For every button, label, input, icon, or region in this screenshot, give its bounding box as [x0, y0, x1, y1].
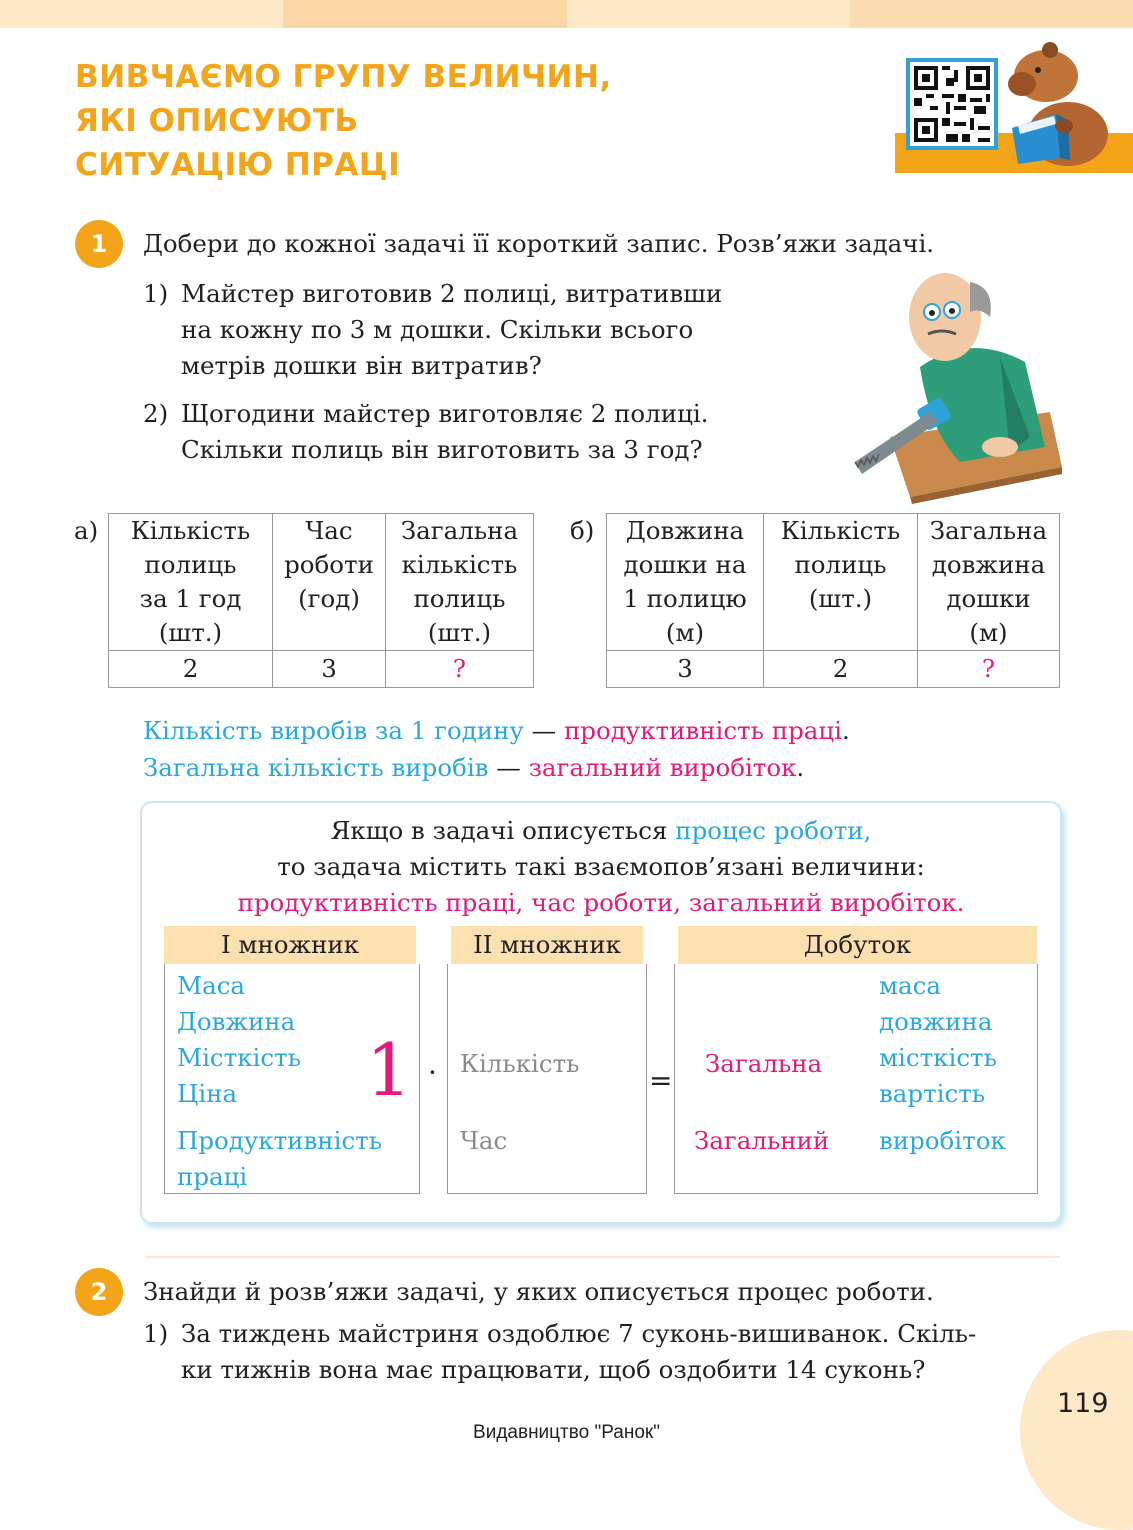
header-line: дошки: [946, 584, 1031, 613]
table-b: [606, 513, 1060, 688]
factor-1-item: Місткість: [177, 1043, 301, 1072]
definition-meaning: загальний виробіток: [528, 753, 797, 782]
column-header-factor-1: І множник: [164, 926, 416, 964]
task1-problem-1: [143, 276, 722, 384]
qr-code-icon[interactable]: [906, 58, 998, 150]
rule-line-2: то задача містить такі взаємопов’язані величини:: [277, 852, 925, 881]
problem-line: Скільки полиць він виготовить за 3 год?: [181, 435, 703, 464]
header-line: (м): [665, 618, 705, 647]
table-a: [108, 513, 534, 688]
problem-line: Майстер виготовив 2 полиці, витративши: [181, 279, 723, 308]
definition-term: Загальна кількість виробів: [143, 753, 489, 782]
capybara-reading-icon: [998, 36, 1118, 166]
factor-2-time: Час: [460, 1126, 508, 1155]
multiply-sign: ·: [428, 1056, 437, 1089]
table-value-cell: 2: [764, 651, 918, 688]
publisher-footer: Видавництво "Ранок": [473, 1422, 660, 1443]
task2-instruction: Знайди й розв’яжи задачі, у яких описується процес роботи.: [143, 1277, 934, 1306]
table-b-label: б): [570, 516, 595, 545]
big-one-digit: 1: [366, 1028, 412, 1112]
definition-line: [143, 712, 850, 749]
rule-text: Якщо в задачі описується: [330, 816, 676, 845]
task1-instruction: Добери до кожної задачі її короткий запис. Розв’яжи задачі.: [143, 229, 935, 258]
product-total-masc: Загальний: [694, 1126, 830, 1155]
factor-1-item: Довжина: [177, 1007, 296, 1036]
table-header-cell: [273, 514, 386, 651]
title-line-2: ЯКІ ОПИСУЮТЬ: [75, 103, 359, 139]
product-item: місткість: [879, 1043, 997, 1072]
factor-1-productivity: [177, 1123, 382, 1195]
definition-meaning: продуктивність праці: [563, 716, 842, 745]
table-header-cell: [109, 514, 273, 651]
header-line: Час: [305, 516, 353, 545]
rule-highlight: процес роботи,: [675, 816, 872, 845]
table-header-cell: [386, 514, 534, 651]
task1-problem-2: [143, 396, 708, 468]
header-line: за 1 год: [139, 584, 242, 613]
table-value-cell: 3: [273, 651, 386, 688]
header-line: полиць: [794, 550, 887, 579]
problem-line: За тиждень майстриня оздоблює 7 суконь-вишиванок. Скіль-: [181, 1319, 977, 1348]
table-value-cell: 2: [109, 651, 273, 688]
definitions: [143, 712, 850, 786]
table-value-cell: 3: [607, 651, 764, 688]
title-line-3: СИТУАЦІЮ ПРАЦІ: [75, 147, 401, 183]
header-line: полиць: [144, 550, 237, 579]
header-line: Довжина: [625, 516, 745, 545]
problem-line: ки тижнів вона має працювати, щоб оздобити 14 суконь?: [181, 1355, 926, 1384]
definition-line: [143, 749, 850, 786]
header-line: (шт.): [158, 618, 223, 647]
problem-line: на кожну по 3 м дошки. Скільки всього: [181, 315, 694, 344]
factor-1-list: [177, 968, 301, 1112]
definition-end: .: [841, 716, 850, 745]
problem-line: метрів дошки він витратив?: [181, 351, 542, 380]
table-header-cell: [918, 514, 1060, 651]
header-line: Загальна: [929, 516, 1048, 545]
product-item: маса: [879, 971, 941, 1000]
product-item: довжина: [879, 1007, 993, 1036]
table-unknown-cell: ?: [386, 651, 534, 688]
factor-2-quantity: Кількість: [460, 1049, 580, 1078]
header-line: Загальна: [400, 516, 519, 545]
task-number-badge: 2: [75, 1268, 123, 1316]
master-sawing-icon: [850, 262, 1065, 507]
product-list: [879, 968, 997, 1112]
column-header-factor-2: ІІ множник: [451, 926, 643, 964]
definition-dash: —: [488, 753, 529, 782]
problem-number: 2): [143, 399, 169, 428]
factor-1-item: Маса: [177, 971, 246, 1000]
header-line: Кількість: [130, 516, 251, 545]
product-output: виробіток: [879, 1126, 1006, 1155]
header-line: (шт.): [427, 618, 492, 647]
header-line: кількість: [401, 550, 518, 579]
task2-problem-1: [143, 1316, 976, 1388]
page-title: [75, 55, 675, 187]
header-line: довжина: [931, 550, 1046, 579]
header-line: Кількість: [780, 516, 901, 545]
definition-term: Кількість виробів за 1 годину: [143, 716, 524, 745]
rule-line-3: продуктивність праці, час роботи, загальний виробіток.: [237, 888, 965, 917]
page-number: 119: [1057, 1388, 1109, 1419]
factor-1-item: праці: [177, 1162, 248, 1191]
table-unknown-cell: ?: [918, 651, 1060, 688]
rule-line-1: [140, 813, 1062, 849]
problem-number: 1): [143, 279, 169, 308]
header-line: полиць: [413, 584, 506, 613]
product-total-fem: Загальна: [705, 1049, 823, 1078]
factor-1-item: Ціна: [177, 1079, 238, 1108]
section-divider: [145, 1256, 1060, 1258]
problem-line: Щогодини майстер виготовляє 2 полиці.: [181, 399, 709, 428]
equals-sign: =: [649, 1064, 673, 1097]
problem-number: 1): [143, 1319, 169, 1348]
table-header-cell: [607, 514, 764, 651]
header-line: дошки на: [623, 550, 747, 579]
table-a-label: а): [74, 516, 99, 545]
table-header-cell: [764, 514, 918, 651]
header-line: 1 полицю: [623, 584, 747, 613]
definition-dash: —: [523, 716, 564, 745]
header-line: (м): [969, 618, 1008, 647]
definition-end: .: [796, 753, 805, 782]
header-line: роботи: [284, 550, 374, 579]
header-line: (шт.): [808, 584, 873, 613]
product-item: вартість: [879, 1079, 986, 1108]
task-number-badge: 1: [75, 220, 123, 268]
column-header-product: Добуток: [678, 926, 1037, 964]
title-line-1: ВИВЧАЄМО ГРУПУ ВЕЛИЧИН,: [75, 59, 612, 95]
factor-1-item: Продуктивність: [177, 1126, 383, 1155]
header-line: (год): [298, 584, 360, 613]
top-color-strip: [0, 0, 1133, 28]
